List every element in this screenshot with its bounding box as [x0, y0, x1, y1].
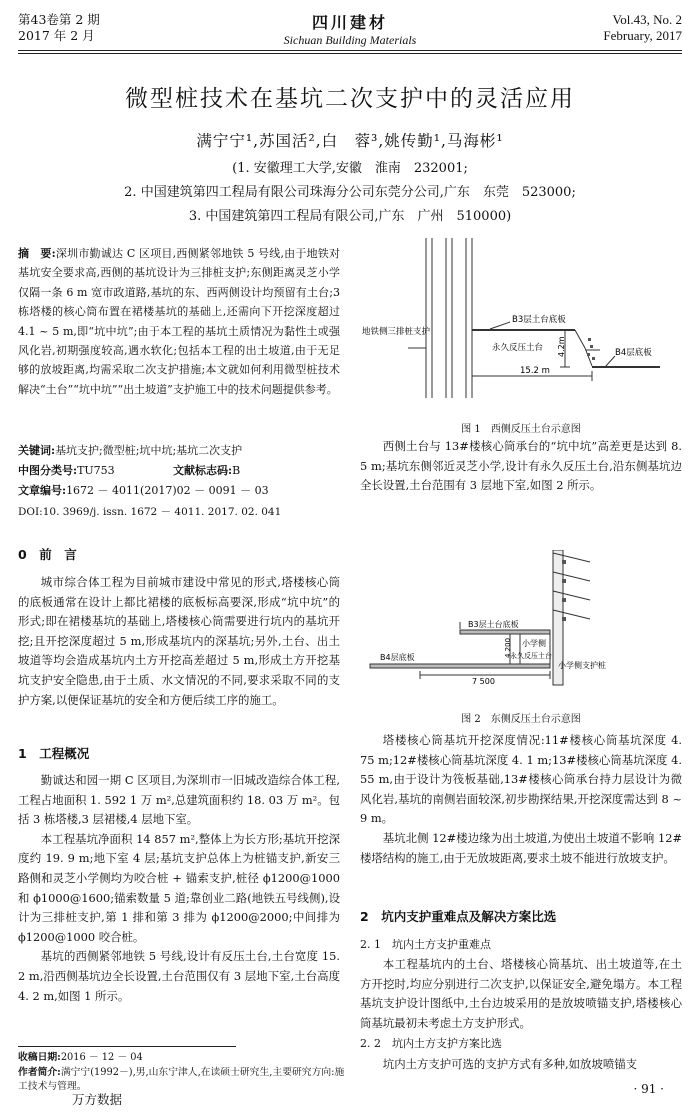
article-no-value: 1672 － 4011(2017)02 － 0091 － 03 — [66, 484, 269, 497]
abstract-label: 摘 要: — [18, 247, 56, 260]
footnote-rule — [18, 1046, 236, 1047]
right-column-body-1 — [360, 437, 682, 496]
watermark: 万方数据 — [72, 1092, 123, 1107]
volume-issue-en: Vol.43, No. 2 — [612, 12, 682, 27]
fig2-label-b4: B4层底板 — [380, 653, 415, 662]
date-cn: 2017 年 2 月 — [18, 28, 95, 43]
affiliation-3: 3. 中国建筑第四工程局有限公司,广东 广州 510000) — [188, 209, 512, 224]
section-0-heading: 0 前 言 — [18, 547, 77, 562]
figure-1-caption: 图 1 西侧反压土台示意图 — [461, 424, 581, 435]
section-2-2-body — [360, 1055, 682, 1075]
header-rule — [18, 50, 682, 51]
journal-logo: 四川建材 — [311, 13, 388, 32]
paragraph: 城市综合体工程为目前城市建设中常见的形式,塔楼核心筒的底板通常在设计上都比裙楼的底板标高要深,形成“坑中坑”的形式;即在裙楼基坑的基础上,塔楼核心筒需要进行坑内的基坑开挖;且开挖深度超过 5 m,形成基坑内的深基坑;另外,土台、出土坡道等均会造成基坑内土方开挖高差超过 5 m,形成土方开挖基坑支护安全隐患,由于土质、水文情况的不同,要求采取不同的支护方案,以便保证基坑的安全和方便后续工序的施工。 — [18, 575, 340, 707]
header-volume-en — [603, 12, 682, 44]
figure-2-caption: 图 2 东侧反压土台示意图 — [461, 714, 581, 725]
paragraph: 坑内土方支护可选的支护方式有多种,如放坡喷锚支 — [382, 1057, 638, 1071]
section-2-1-body — [360, 955, 682, 1033]
affiliation-1: (1. 安徽理工大学,安徽 淮南 232001; — [232, 161, 468, 176]
keywords — [18, 441, 340, 460]
keywords-text: 基坑支护;微型桩;坑中坑;基坑二次支护 — [55, 444, 243, 457]
abstract — [18, 244, 340, 399]
fig1-label-height: 4.2m — [557, 336, 566, 357]
fig2-label-b3: B3层土台底板 — [468, 620, 519, 629]
page-number: · 91 · — [633, 1082, 664, 1096]
paragraph: 西侧土台与 13#楼核心筒承台的“坑中坑”高差更是达到 8. 5 m;基坑东侧邻近灵芝小学,设计有永久反压土台,沿东侧基坑边全长设置,土台范围有 3 层地下室,如图 2 所示。 — [360, 439, 682, 493]
fig2-label-berm: 永久反压土台 — [510, 652, 552, 660]
fig2-label-width: 7 500 — [472, 677, 495, 686]
date-en: February, 2017 — [603, 28, 682, 43]
section-1-heading: 1 工程概况 — [18, 746, 90, 761]
fig1-label-wall: 地铁侧三排桩支护 — [362, 327, 431, 337]
classification-line — [18, 461, 340, 480]
doc-code-value: B — [232, 464, 241, 477]
header-rule-thin — [18, 53, 682, 54]
fig1-label-berm: 永久反压土台 — [492, 343, 544, 353]
volume-issue-cn: 第43卷第 2 期 — [18, 12, 100, 27]
section-1-body — [18, 771, 340, 1006]
doi: DOI:10. 3969/j. issn. 1672 － 4011. 2017. 02. 041 — [18, 506, 282, 518]
article-no-label: 文章编号: — [18, 484, 67, 497]
paragraph: 基坑北侧 12#楼边缘为出土坡道,为使出土坡道不影响 12#楼塔结构的施工,由于无放坡距离,要求土坡不能进行放坡支护。 — [360, 830, 682, 865]
author-bio: 满宁宁(1992－),男,山东宁津人,在读硕士研究生,主要研究方向:施工技术与管理。 — [18, 1066, 345, 1092]
author-bio-label: 作者简介: — [18, 1066, 61, 1078]
affiliation-2: 2. 中国建筑第四工程局有限公司珠海分公司东莞分公司,广东 东莞 523000; — [124, 185, 576, 200]
abstract-text: 深圳市勤诚达 C 区项目,西侧紧邻地铁 5 号线,由于地铁对基坑安全要求高,西侧的基坑设计为三排桩支护;东侧距离灵芝小学仅隔一条 6 m 宽市政道路,基坑的东、西两侧设计均预留有土台;3 栋塔楼的核心筒布置在裙楼基坑的基础上,还需向下开挖深度超过 4.1 ~ 5 m,即“坑中坑”;由于本工程的基坑土质情况为黏性土或强风化岩,初期强度较高,遇水软化;包括本工程的出土坡道,由于无足够的放坡距离,均需采取二次支护措施;本文就如何利用微型桩技术解决“土台”“坑中坑”“出土坡道”支护施工中的技术问题提供参考。 — [18, 247, 340, 396]
paragraph: 塔楼核心筒基坑开挖深度情况:11#楼核心筒基坑深度 4. 75 m;12#楼核心筒基坑深度 4. 1 m;13#楼核心筒基坑深度 4. 55 m,由于设计为筏板基础,13#楼核心筒承台持力层设计为微风化岩,基坑的南侧岩面较深,初步勘探结果,开挖深度需达到 8 ~ 9 m。 — [360, 733, 682, 826]
received-label: 收稿日期: — [18, 1052, 61, 1063]
author-list: 满宁宁¹,苏国活²,白 蓉³,姚传勤¹,马海彬¹ — [196, 132, 504, 150]
article-number — [18, 481, 340, 500]
paragraph: 基坑的西侧紧邻地铁 5 号线,设计有反压土台,土台宽度 15. 2 m,沿西侧基坑边全长设置,土台范围仅有 3 层地下室,土台高度 4. 2 m,如图 1 所示。 — [18, 949, 340, 1003]
journal-masthead — [0, 10, 700, 48]
paragraph: 本工程基坑内的土台、塔楼核心筒基坑、出土坡道等,在土方开挖时,均应分别进行二次支护,以保证安全,避免塌方。本工程基坑支护设计图纸中,土台边坡采用的是放坡喷锚支护,塔楼核心筒基坑最初未考虑土方支护形式。 — [360, 957, 682, 1030]
received-date: 2016 － 12 － 04 — [60, 1052, 143, 1063]
journal-name-en: Sichuan Building Materials — [283, 33, 417, 47]
fig1-label-width: 15.2 m — [520, 366, 550, 376]
right-column-body-2 — [360, 731, 682, 868]
fig2-label-height: 4 200 — [504, 637, 512, 658]
section-2-2-heading: 2. 2 坑内土方支护方案比选 — [360, 1037, 502, 1050]
fig1-label-b3: B3层土台底板 — [512, 315, 566, 325]
figure-2-diagram — [360, 550, 682, 690]
paper-title: 微型桩技术在基坑二次支护中的灵活应用 — [125, 86, 575, 112]
doc-code-label: 文献标志码: — [173, 464, 233, 477]
footnote — [18, 1051, 348, 1095]
keywords-label: 关键词: — [18, 444, 56, 457]
section-2-heading: 2 坑内支护重难点及解决方案比选 — [360, 909, 557, 924]
section-2-1-heading: 2. 1 坑内土方支护重难点 — [360, 938, 491, 951]
clc-label: 中图分类号: — [18, 464, 78, 477]
fig2-label-pile: 小学侧支护桩 — [558, 661, 606, 670]
section-0-body — [18, 573, 340, 710]
paragraph: 勤诚达和园一期 C 区项目,为深圳市一旧城改造综合体工程,工程占地面积 1. 592 1 万 m²,总建筑面积约 18. 03 万 m²。包括 3 栋塔楼,3 层裙楼,4 层地下室。 — [18, 773, 340, 827]
figure-1-diagram — [360, 238, 682, 406]
fig2-label-school: 小学侧 — [522, 639, 546, 648]
fig1-label-b4: B4层底板 — [615, 348, 652, 358]
clc-value: TU753 — [77, 464, 115, 477]
paragraph: 本工程基坑净面积 14 857 m²,整体上为长方形;基坑开挖深度约 19. 9 m;地下室 4 层;基坑支护总体上为桩锚支护,新安三路侧和灵芝小学侧均为咬合桩 + 锚索支护,桩径 ϕ1200@1000 和 ϕ1000@1600;锚索数量 5 道;靠创业二路(地铁五号线侧),设计为三排桩支护,第 1 排和第 3 排为 ϕ1200@2000;中间排为 ϕ1200@1000 咬合桩。 — [18, 831, 340, 944]
